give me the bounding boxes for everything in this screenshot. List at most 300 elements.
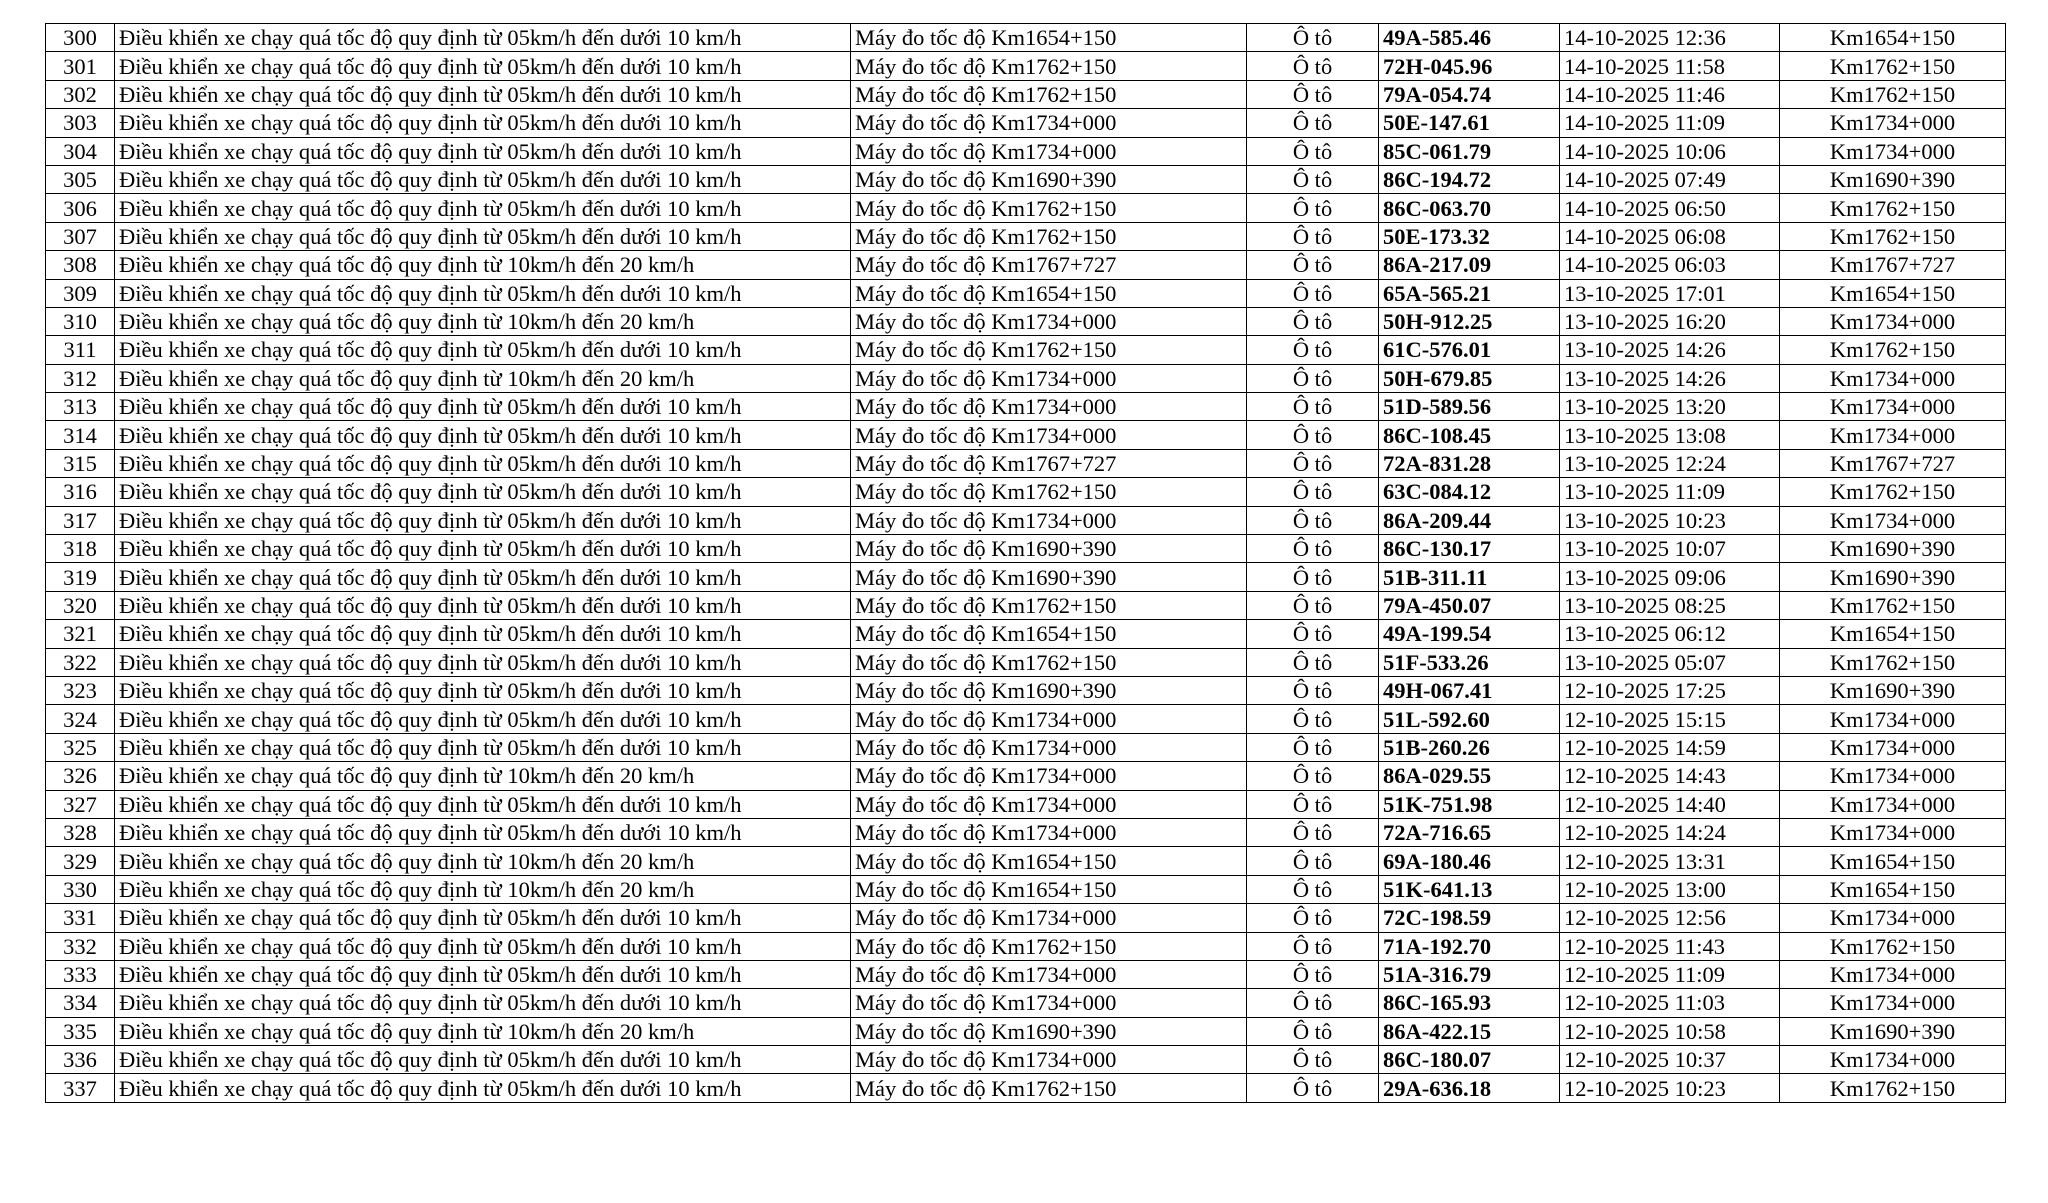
detection-device: Máy đo tốc độ Km1762+150 xyxy=(851,591,1247,619)
violation-description: Điều khiển xe chạy quá tốc độ quy định từ 05km/h đến dưới 10 km/h xyxy=(115,818,851,846)
license-plate: 50H-679.85 xyxy=(1379,364,1560,392)
violation-time: 14-10-2025 06:03 xyxy=(1560,251,1780,279)
violation-time: 12-10-2025 10:23 xyxy=(1560,1074,1780,1102)
row-number: 321 xyxy=(46,620,115,648)
violation-location: Km1690+390 xyxy=(1780,165,2006,193)
violation-description: Điều khiển xe chạy quá tốc độ quy định từ 05km/h đến dưới 10 km/h xyxy=(115,591,851,619)
license-plate: 49A-199.54 xyxy=(1379,620,1560,648)
detection-device: Máy đo tốc độ Km1734+000 xyxy=(851,705,1247,733)
vehicle-type: Ô tô xyxy=(1247,80,1379,108)
vehicle-type: Ô tô xyxy=(1247,733,1379,761)
violation-location: Km1762+150 xyxy=(1780,1074,2006,1102)
detection-device: Máy đo tốc độ Km1690+390 xyxy=(851,535,1247,563)
license-plate: 71A-192.70 xyxy=(1379,932,1560,960)
detection-device: Máy đo tốc độ Km1734+000 xyxy=(851,307,1247,335)
license-plate: 69A-180.46 xyxy=(1379,847,1560,875)
license-plate: 72A-716.65 xyxy=(1379,818,1560,846)
violation-location: Km1767+727 xyxy=(1780,449,2006,477)
violation-description: Điều khiển xe chạy quá tốc độ quy định từ 05km/h đến dưới 10 km/h xyxy=(115,904,851,932)
detection-device: Máy đo tốc độ Km1654+150 xyxy=(851,620,1247,648)
detection-device: Máy đo tốc độ Km1762+150 xyxy=(851,336,1247,364)
violation-location: Km1734+000 xyxy=(1780,364,2006,392)
license-plate: 86A-422.15 xyxy=(1379,1017,1560,1045)
table-row xyxy=(46,535,2006,563)
vehicle-type: Ô tô xyxy=(1247,449,1379,477)
table-row xyxy=(46,818,2006,846)
violation-time: 13-10-2025 11:09 xyxy=(1560,478,1780,506)
detection-device: Máy đo tốc độ Km1762+150 xyxy=(851,1074,1247,1102)
license-plate: 79A-054.74 xyxy=(1379,80,1560,108)
row-number: 337 xyxy=(46,1074,115,1102)
violation-time: 13-10-2025 13:20 xyxy=(1560,393,1780,421)
row-number: 315 xyxy=(46,449,115,477)
violation-time: 13-10-2025 05:07 xyxy=(1560,648,1780,676)
row-number: 336 xyxy=(46,1046,115,1074)
license-plate: 50E-147.61 xyxy=(1379,109,1560,137)
violation-location: Km1734+000 xyxy=(1780,1046,2006,1074)
violation-location: Km1734+000 xyxy=(1780,506,2006,534)
violation-description: Điều khiển xe chạy quá tốc độ quy định từ 05km/h đến dưới 10 km/h xyxy=(115,393,851,421)
table-row xyxy=(46,393,2006,421)
violation-location: Km1734+000 xyxy=(1780,733,2006,761)
detection-device: Máy đo tốc độ Km1734+000 xyxy=(851,137,1247,165)
vehicle-type: Ô tô xyxy=(1247,960,1379,988)
table-row xyxy=(46,1017,2006,1045)
license-plate: 50H-912.25 xyxy=(1379,307,1560,335)
table-row xyxy=(46,506,2006,534)
license-plate: 86C-063.70 xyxy=(1379,194,1560,222)
violation-description: Điều khiển xe chạy quá tốc độ quy định từ 05km/h đến dưới 10 km/h xyxy=(115,705,851,733)
vehicle-type: Ô tô xyxy=(1247,364,1379,392)
violation-time: 13-10-2025 16:20 xyxy=(1560,307,1780,335)
detection-device: Máy đo tốc độ Km1762+150 xyxy=(851,222,1247,250)
license-plate: 50E-173.32 xyxy=(1379,222,1560,250)
license-plate: 72C-198.59 xyxy=(1379,904,1560,932)
table-row xyxy=(46,1046,2006,1074)
violation-location: Km1734+000 xyxy=(1780,705,2006,733)
table-row xyxy=(46,449,2006,477)
detection-device: Máy đo tốc độ Km1654+150 xyxy=(851,875,1247,903)
table-row xyxy=(46,620,2006,648)
violation-location: Km1762+150 xyxy=(1780,648,2006,676)
violation-time: 12-10-2025 14:24 xyxy=(1560,818,1780,846)
table-row xyxy=(46,24,2006,52)
violation-location: Km1734+000 xyxy=(1780,818,2006,846)
violation-time: 14-10-2025 11:46 xyxy=(1560,80,1780,108)
vehicle-type: Ô tô xyxy=(1247,818,1379,846)
detection-device: Máy đo tốc độ Km1762+150 xyxy=(851,478,1247,506)
violation-description: Điều khiển xe chạy quá tốc độ quy định từ 05km/h đến dưới 10 km/h xyxy=(115,932,851,960)
row-number: 335 xyxy=(46,1017,115,1045)
license-plate: 86C-130.17 xyxy=(1379,535,1560,563)
table-row xyxy=(46,847,2006,875)
vehicle-type: Ô tô xyxy=(1247,620,1379,648)
violation-description: Điều khiển xe chạy quá tốc độ quy định từ 05km/h đến dưới 10 km/h xyxy=(115,137,851,165)
license-plate: 51K-641.13 xyxy=(1379,875,1560,903)
violation-location: Km1690+390 xyxy=(1780,1017,2006,1045)
violation-description: Điều khiển xe chạy quá tốc độ quy định từ 10km/h đến 20 km/h xyxy=(115,847,851,875)
violation-time: 13-10-2025 14:26 xyxy=(1560,336,1780,364)
violation-description: Điều khiển xe chạy quá tốc độ quy định từ 05km/h đến dưới 10 km/h xyxy=(115,80,851,108)
violation-time: 14-10-2025 12:36 xyxy=(1560,24,1780,52)
violations-table xyxy=(45,23,2006,1103)
row-number: 319 xyxy=(46,563,115,591)
table-row xyxy=(46,705,2006,733)
detection-device: Máy đo tốc độ Km1654+150 xyxy=(851,847,1247,875)
violation-description: Điều khiển xe chạy quá tốc độ quy định từ 10km/h đến 20 km/h xyxy=(115,251,851,279)
vehicle-type: Ô tô xyxy=(1247,52,1379,80)
license-plate: 72H-045.96 xyxy=(1379,52,1560,80)
violation-time: 12-10-2025 13:00 xyxy=(1560,875,1780,903)
license-plate: 51F-533.26 xyxy=(1379,648,1560,676)
violation-time: 12-10-2025 15:15 xyxy=(1560,705,1780,733)
violation-location: Km1654+150 xyxy=(1780,24,2006,52)
table-row xyxy=(46,194,2006,222)
row-number: 318 xyxy=(46,535,115,563)
table-row xyxy=(46,165,2006,193)
table-row xyxy=(46,989,2006,1017)
violation-location: Km1762+150 xyxy=(1780,80,2006,108)
detection-device: Máy đo tốc độ Km1690+390 xyxy=(851,1017,1247,1045)
violation-location: Km1734+000 xyxy=(1780,960,2006,988)
table-row xyxy=(46,563,2006,591)
violation-location: Km1734+000 xyxy=(1780,393,2006,421)
violation-description: Điều khiển xe chạy quá tốc độ quy định từ 05km/h đến dưới 10 km/h xyxy=(115,733,851,761)
table-row xyxy=(46,137,2006,165)
violation-time: 14-10-2025 11:58 xyxy=(1560,52,1780,80)
row-number: 308 xyxy=(46,251,115,279)
violation-time: 12-10-2025 17:25 xyxy=(1560,676,1780,704)
license-plate: 49H-067.41 xyxy=(1379,676,1560,704)
violation-description: Điều khiển xe chạy quá tốc độ quy định từ 05km/h đến dưới 10 km/h xyxy=(115,563,851,591)
row-number: 306 xyxy=(46,194,115,222)
license-plate: 86C-165.93 xyxy=(1379,989,1560,1017)
violation-description: Điều khiển xe chạy quá tốc độ quy định từ 05km/h đến dưới 10 km/h xyxy=(115,989,851,1017)
table-row xyxy=(46,875,2006,903)
license-plate: 86A-029.55 xyxy=(1379,762,1560,790)
row-number: 311 xyxy=(46,336,115,364)
violation-time: 13-10-2025 08:25 xyxy=(1560,591,1780,619)
violation-time: 13-10-2025 14:26 xyxy=(1560,364,1780,392)
table-row xyxy=(46,80,2006,108)
vehicle-type: Ô tô xyxy=(1247,904,1379,932)
violation-location: Km1654+150 xyxy=(1780,279,2006,307)
violation-time: 13-10-2025 12:24 xyxy=(1560,449,1780,477)
vehicle-type: Ô tô xyxy=(1247,648,1379,676)
table-row xyxy=(46,591,2006,619)
vehicle-type: Ô tô xyxy=(1247,478,1379,506)
violation-location: Km1734+000 xyxy=(1780,109,2006,137)
violation-location: Km1762+150 xyxy=(1780,478,2006,506)
row-number: 326 xyxy=(46,762,115,790)
detection-device: Máy đo tốc độ Km1654+150 xyxy=(851,279,1247,307)
violation-location: Km1690+390 xyxy=(1780,563,2006,591)
violation-location: Km1762+150 xyxy=(1780,336,2006,364)
violation-time: 12-10-2025 11:09 xyxy=(1560,960,1780,988)
violation-time: 12-10-2025 10:37 xyxy=(1560,1046,1780,1074)
vehicle-type: Ô tô xyxy=(1247,251,1379,279)
violation-description: Điều khiển xe chạy quá tốc độ quy định từ 05km/h đến dưới 10 km/h xyxy=(115,336,851,364)
table-row xyxy=(46,733,2006,761)
detection-device: Máy đo tốc độ Km1690+390 xyxy=(851,676,1247,704)
row-number: 325 xyxy=(46,733,115,761)
row-number: 320 xyxy=(46,591,115,619)
vehicle-type: Ô tô xyxy=(1247,1074,1379,1102)
vehicle-type: Ô tô xyxy=(1247,506,1379,534)
violation-time: 12-10-2025 14:43 xyxy=(1560,762,1780,790)
violation-location: Km1762+150 xyxy=(1780,222,2006,250)
detection-device: Máy đo tốc độ Km1734+000 xyxy=(851,421,1247,449)
violation-description: Điều khiển xe chạy quá tốc độ quy định từ 10km/h đến 20 km/h xyxy=(115,307,851,335)
violation-description: Điều khiển xe chạy quá tốc độ quy định từ 10km/h đến 20 km/h xyxy=(115,364,851,392)
row-number: 303 xyxy=(46,109,115,137)
row-number: 314 xyxy=(46,421,115,449)
violation-location: Km1734+000 xyxy=(1780,989,2006,1017)
violation-location: Km1690+390 xyxy=(1780,535,2006,563)
violation-time: 13-10-2025 06:12 xyxy=(1560,620,1780,648)
table-row xyxy=(46,421,2006,449)
violation-time: 13-10-2025 13:08 xyxy=(1560,421,1780,449)
vehicle-type: Ô tô xyxy=(1247,24,1379,52)
detection-device: Máy đo tốc độ Km1734+000 xyxy=(851,506,1247,534)
violation-description: Điều khiển xe chạy quá tốc độ quy định từ 05km/h đến dưới 10 km/h xyxy=(115,449,851,477)
license-plate: 86C-180.07 xyxy=(1379,1046,1560,1074)
row-number: 324 xyxy=(46,705,115,733)
row-number: 327 xyxy=(46,790,115,818)
violation-description: Điều khiển xe chạy quá tốc độ quy định từ 05km/h đến dưới 10 km/h xyxy=(115,222,851,250)
row-number: 300 xyxy=(46,24,115,52)
vehicle-type: Ô tô xyxy=(1247,591,1379,619)
detection-device: Máy đo tốc độ Km1734+000 xyxy=(851,109,1247,137)
vehicle-type: Ô tô xyxy=(1247,705,1379,733)
row-number: 312 xyxy=(46,364,115,392)
license-plate: 61C-576.01 xyxy=(1379,336,1560,364)
table-row xyxy=(46,790,2006,818)
violation-time: 12-10-2025 14:59 xyxy=(1560,733,1780,761)
license-plate: 65A-565.21 xyxy=(1379,279,1560,307)
vehicle-type: Ô tô xyxy=(1247,676,1379,704)
violation-time: 12-10-2025 13:31 xyxy=(1560,847,1780,875)
row-number: 328 xyxy=(46,818,115,846)
violation-location: Km1734+000 xyxy=(1780,790,2006,818)
row-number: 302 xyxy=(46,80,115,108)
license-plate: 49A-585.46 xyxy=(1379,24,1560,52)
vehicle-type: Ô tô xyxy=(1247,279,1379,307)
detection-device: Máy đo tốc độ Km1734+000 xyxy=(851,393,1247,421)
vehicle-type: Ô tô xyxy=(1247,1046,1379,1074)
table-row xyxy=(46,109,2006,137)
violation-description: Điều khiển xe chạy quá tốc độ quy định từ 05km/h đến dưới 10 km/h xyxy=(115,790,851,818)
vehicle-type: Ô tô xyxy=(1247,790,1379,818)
violation-location: Km1654+150 xyxy=(1780,847,2006,875)
violation-location: Km1734+000 xyxy=(1780,421,2006,449)
detection-device: Máy đo tốc độ Km1734+000 xyxy=(851,960,1247,988)
table-row xyxy=(46,762,2006,790)
table-row xyxy=(46,478,2006,506)
vehicle-type: Ô tô xyxy=(1247,1017,1379,1045)
license-plate: 51D-589.56 xyxy=(1379,393,1560,421)
row-number: 304 xyxy=(46,137,115,165)
vehicle-type: Ô tô xyxy=(1247,109,1379,137)
license-plate: 85C-061.79 xyxy=(1379,137,1560,165)
license-plate: 29A-636.18 xyxy=(1379,1074,1560,1102)
violation-time: 12-10-2025 14:40 xyxy=(1560,790,1780,818)
violation-time: 12-10-2025 11:43 xyxy=(1560,932,1780,960)
vehicle-type: Ô tô xyxy=(1247,847,1379,875)
violation-description: Điều khiển xe chạy quá tốc độ quy định từ 05km/h đến dưới 10 km/h xyxy=(115,676,851,704)
vehicle-type: Ô tô xyxy=(1247,563,1379,591)
violation-time: 14-10-2025 06:50 xyxy=(1560,194,1780,222)
violation-description: Điều khiển xe chạy quá tốc độ quy định từ 05km/h đến dưới 10 km/h xyxy=(115,506,851,534)
violation-location: Km1762+150 xyxy=(1780,591,2006,619)
license-plate: 51B-311.11 xyxy=(1379,563,1560,591)
row-number: 329 xyxy=(46,847,115,875)
violation-location: Km1762+150 xyxy=(1780,194,2006,222)
detection-device: Máy đo tốc độ Km1734+000 xyxy=(851,1046,1247,1074)
detection-device: Máy đo tốc độ Km1734+000 xyxy=(851,733,1247,761)
detection-device: Máy đo tốc độ Km1767+727 xyxy=(851,449,1247,477)
license-plate: 86C-108.45 xyxy=(1379,421,1560,449)
detection-device: Máy đo tốc độ Km1690+390 xyxy=(851,165,1247,193)
violation-location: Km1734+000 xyxy=(1780,307,2006,335)
violation-time: 12-10-2025 11:03 xyxy=(1560,989,1780,1017)
table-row xyxy=(46,904,2006,932)
violation-location: Km1654+150 xyxy=(1780,620,2006,648)
table-row xyxy=(46,251,2006,279)
detection-device: Máy đo tốc độ Km1767+727 xyxy=(851,251,1247,279)
detection-device: Máy đo tốc độ Km1734+000 xyxy=(851,364,1247,392)
table-body xyxy=(46,24,2006,1103)
violation-description: Điều khiển xe chạy quá tốc độ quy định từ 05km/h đến dưới 10 km/h xyxy=(115,109,851,137)
row-number: 301 xyxy=(46,52,115,80)
row-number: 307 xyxy=(46,222,115,250)
violation-location: Km1734+000 xyxy=(1780,904,2006,932)
table-row xyxy=(46,676,2006,704)
detection-device: Máy đo tốc độ Km1734+000 xyxy=(851,762,1247,790)
license-plate: 79A-450.07 xyxy=(1379,591,1560,619)
violation-time: 12-10-2025 12:56 xyxy=(1560,904,1780,932)
table-row xyxy=(46,648,2006,676)
row-number: 305 xyxy=(46,165,115,193)
violation-description: Điều khiển xe chạy quá tốc độ quy định từ 05km/h đến dưới 10 km/h xyxy=(115,960,851,988)
row-number: 334 xyxy=(46,989,115,1017)
row-number: 323 xyxy=(46,676,115,704)
vehicle-type: Ô tô xyxy=(1247,989,1379,1017)
row-number: 331 xyxy=(46,904,115,932)
violation-description: Điều khiển xe chạy quá tốc độ quy định từ 05km/h đến dưới 10 km/h xyxy=(115,1074,851,1102)
row-number: 316 xyxy=(46,478,115,506)
table-row xyxy=(46,279,2006,307)
violation-time: 13-10-2025 10:07 xyxy=(1560,535,1780,563)
violation-description: Điều khiển xe chạy quá tốc độ quy định từ 05km/h đến dưới 10 km/h xyxy=(115,620,851,648)
table-row xyxy=(46,307,2006,335)
violation-time: 13-10-2025 09:06 xyxy=(1560,563,1780,591)
table-row xyxy=(46,1074,2006,1102)
vehicle-type: Ô tô xyxy=(1247,222,1379,250)
license-plate: 86C-194.72 xyxy=(1379,165,1560,193)
vehicle-type: Ô tô xyxy=(1247,165,1379,193)
violation-time: 14-10-2025 10:06 xyxy=(1560,137,1780,165)
detection-device: Máy đo tốc độ Km1762+150 xyxy=(851,648,1247,676)
detection-device: Máy đo tốc độ Km1734+000 xyxy=(851,790,1247,818)
detection-device: Máy đo tốc độ Km1690+390 xyxy=(851,563,1247,591)
row-number: 330 xyxy=(46,875,115,903)
violation-description: Điều khiển xe chạy quá tốc độ quy định từ 05km/h đến dưới 10 km/h xyxy=(115,648,851,676)
row-number: 333 xyxy=(46,960,115,988)
violation-description: Điều khiển xe chạy quá tốc độ quy định từ 05km/h đến dưới 10 km/h xyxy=(115,52,851,80)
violation-location: Km1767+727 xyxy=(1780,251,2006,279)
violation-location: Km1654+150 xyxy=(1780,875,2006,903)
violation-description: Điều khiển xe chạy quá tốc độ quy định từ 05km/h đến dưới 10 km/h xyxy=(115,194,851,222)
violation-location: Km1690+390 xyxy=(1780,676,2006,704)
license-plate: 86A-217.09 xyxy=(1379,251,1560,279)
detection-device: Máy đo tốc độ Km1762+150 xyxy=(851,932,1247,960)
vehicle-type: Ô tô xyxy=(1247,421,1379,449)
table-row xyxy=(46,932,2006,960)
license-plate: 51K-751.98 xyxy=(1379,790,1560,818)
table-row xyxy=(46,336,2006,364)
table-row xyxy=(46,960,2006,988)
vehicle-type: Ô tô xyxy=(1247,762,1379,790)
table-row xyxy=(46,52,2006,80)
vehicle-type: Ô tô xyxy=(1247,535,1379,563)
violation-time: 14-10-2025 06:08 xyxy=(1560,222,1780,250)
table-row xyxy=(46,364,2006,392)
violation-location: Km1734+000 xyxy=(1780,137,2006,165)
vehicle-type: Ô tô xyxy=(1247,932,1379,960)
detection-device: Máy đo tốc độ Km1654+150 xyxy=(851,24,1247,52)
license-plate: 51L-592.60 xyxy=(1379,705,1560,733)
detection-device: Máy đo tốc độ Km1734+000 xyxy=(851,989,1247,1017)
row-number: 317 xyxy=(46,506,115,534)
detection-device: Máy đo tốc độ Km1762+150 xyxy=(851,80,1247,108)
row-number: 309 xyxy=(46,279,115,307)
violation-description: Điều khiển xe chạy quá tốc độ quy định từ 05km/h đến dưới 10 km/h xyxy=(115,535,851,563)
violation-time: 12-10-2025 10:58 xyxy=(1560,1017,1780,1045)
vehicle-type: Ô tô xyxy=(1247,194,1379,222)
violation-description: Điều khiển xe chạy quá tốc độ quy định từ 05km/h đến dưới 10 km/h xyxy=(115,421,851,449)
violation-description: Điều khiển xe chạy quá tốc độ quy định từ 05km/h đến dưới 10 km/h xyxy=(115,24,851,52)
violation-description: Điều khiển xe chạy quá tốc độ quy định từ 05km/h đến dưới 10 km/h xyxy=(115,478,851,506)
license-plate: 72A-831.28 xyxy=(1379,449,1560,477)
vehicle-type: Ô tô xyxy=(1247,137,1379,165)
violation-location: Km1762+150 xyxy=(1780,52,2006,80)
vehicle-type: Ô tô xyxy=(1247,875,1379,903)
violation-description: Điều khiển xe chạy quá tốc độ quy định từ 05km/h đến dưới 10 km/h xyxy=(115,165,851,193)
vehicle-type: Ô tô xyxy=(1247,336,1379,364)
detection-device: Máy đo tốc độ Km1734+000 xyxy=(851,904,1247,932)
violation-description: Điều khiển xe chạy quá tốc độ quy định từ 10km/h đến 20 km/h xyxy=(115,1017,851,1045)
license-plate: 51B-260.26 xyxy=(1379,733,1560,761)
license-plate: 63C-084.12 xyxy=(1379,478,1560,506)
license-plate: 51A-316.79 xyxy=(1379,960,1560,988)
vehicle-type: Ô tô xyxy=(1247,393,1379,421)
violation-time: 14-10-2025 11:09 xyxy=(1560,109,1780,137)
violation-time: 13-10-2025 10:23 xyxy=(1560,506,1780,534)
table-row xyxy=(46,222,2006,250)
row-number: 313 xyxy=(46,393,115,421)
detection-device: Máy đo tốc độ Km1762+150 xyxy=(851,52,1247,80)
violation-time: 13-10-2025 17:01 xyxy=(1560,279,1780,307)
detection-device: Máy đo tốc độ Km1734+000 xyxy=(851,818,1247,846)
license-plate: 86A-209.44 xyxy=(1379,506,1560,534)
violation-time: 14-10-2025 07:49 xyxy=(1560,165,1780,193)
row-number: 310 xyxy=(46,307,115,335)
row-number: 332 xyxy=(46,932,115,960)
violation-location: Km1734+000 xyxy=(1780,762,2006,790)
violation-description: Điều khiển xe chạy quá tốc độ quy định từ 05km/h đến dưới 10 km/h xyxy=(115,279,851,307)
violation-description: Điều khiển xe chạy quá tốc độ quy định từ 10km/h đến 20 km/h xyxy=(115,875,851,903)
